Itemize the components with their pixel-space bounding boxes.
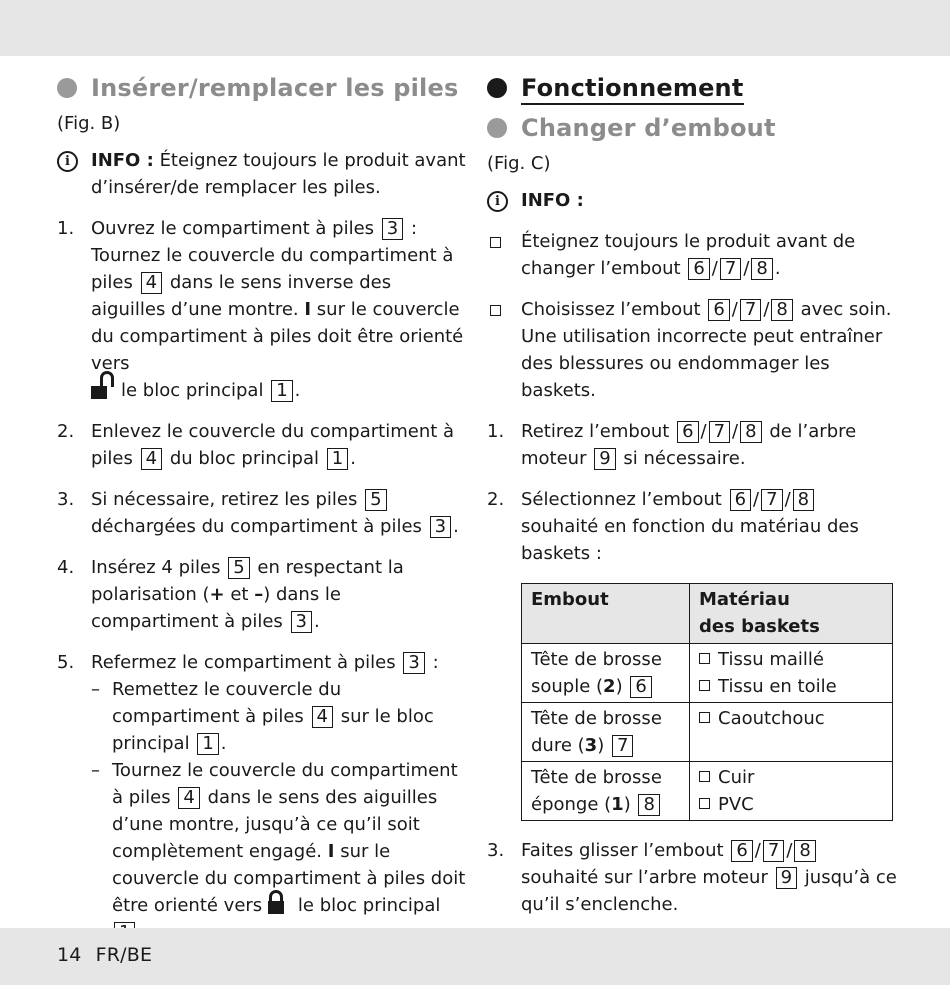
heading-operation: Fonctionnement <box>487 68 899 108</box>
fig-ref-c: (Fig. C) <box>487 153 551 174</box>
ref-box: 4 <box>178 787 199 809</box>
ref-box: 8 <box>794 840 815 862</box>
ref-box: 3 <box>430 516 451 538</box>
checkbox-square-icon <box>699 771 710 782</box>
info-icon: i <box>487 191 508 212</box>
ref-box: 3 <box>382 218 403 240</box>
ref-box: 7 <box>763 840 784 862</box>
ref-box: 8 <box>740 421 761 443</box>
ref-box: 5 <box>228 557 249 579</box>
checkbox-square-icon <box>699 680 710 691</box>
ref-box: 4 <box>141 272 162 294</box>
table-row: Tête de brosse souple (2) 6 Tissu maillé Tissu en toile <box>522 644 893 703</box>
checkbox-square-icon <box>699 798 710 809</box>
checkbox-square-icon <box>699 653 710 664</box>
step-4: 4. Insérez 4 piles 5 en respectant la polarisation (+ et –) dans le compartiment à piles 3 . <box>57 557 404 632</box>
step-1: 1. Retirez l’embout 6 / 7 / 8 de l’arbre moteur 9 si nécessaire. <box>487 421 857 469</box>
table-header-row <box>522 584 893 644</box>
info-icon: i <box>57 151 78 172</box>
left-column <box>57 68 467 946</box>
step-3: 3. Faites glisser l’embout 6 / 7 / 8 souhaité sur l’arbre moteur 9 jusqu’à ce qu’il s’enclenche. <box>487 840 897 915</box>
step-5: 5. Refermez le compartiment à piles 3 : – Remettez le couvercle du compartiment à piles 4 sur le bloc principal 1 . – Tournez le couvercle du compartiment à piles 4 dans le sens des aiguilles d’une montre, jusqu’à ce qu’il soit complètement engagé. I sur le couvercle du compartiment à piles doit être orienté vers le bloc principal <box>57 649 467 946</box>
ref-box: 7 <box>720 258 741 280</box>
page-number: 14 <box>57 944 82 966</box>
ref-box: 3 <box>403 652 424 674</box>
tip-material-table <box>521 583 893 821</box>
ref-box: 1 <box>327 448 348 470</box>
check-item-1: Éteignez toujours le produit avant de changer l’embout 6 / 7 / 8 . <box>487 228 899 282</box>
heading-change-tip: Changer d’embout <box>487 108 899 148</box>
ref-box: 1 <box>271 380 292 402</box>
ref-box: 5 <box>365 489 386 511</box>
top-band <box>0 0 950 56</box>
fig-ref-b: (Fig. B) <box>57 113 121 134</box>
table-header-embout: Embout <box>522 584 690 644</box>
locale-label: FR/BE <box>95 944 153 966</box>
ref-box: 8 <box>793 489 814 511</box>
checkbox-square-icon <box>490 237 501 248</box>
page-footer <box>57 944 166 966</box>
ref-box: 7 <box>761 489 782 511</box>
table-row: Tête de brosse dure (3) 7 Caoutchouc <box>522 703 893 762</box>
ref-box: 1 <box>197 733 218 755</box>
step-3: 3. Si nécessaire, retirez les piles 5 déchargées du compartiment à piles 3 . <box>57 489 459 537</box>
locked-padlock-icon <box>268 892 290 914</box>
sub-step-b: – Tournez le couvercle du compartiment à piles 4 dans le sens des aiguilles d’une montre, jusqu’à ce qu’il soit complètement engagé. I sur le couvercle du compartiment à piles doit être orienté vers le bloc principal <box>91 757 467 946</box>
ref-box: 6 <box>630 676 651 698</box>
ref-box: 4 <box>312 706 333 728</box>
info-block: i INFO : Éteignez toujours le produit avant d’insérer/de remplacer les piles. <box>57 147 467 201</box>
ref-box: 6 <box>677 421 698 443</box>
ref-box: 8 <box>638 794 659 816</box>
bullet-dot-icon <box>487 118 507 138</box>
ref-box: 4 <box>141 448 162 470</box>
checkbox-square-icon <box>490 305 501 316</box>
ref-box: 3 <box>291 611 312 633</box>
step-2: 2. Enlevez le couvercle du compartiment à piles 4 du bloc principal 1 . <box>57 421 455 469</box>
sub-step-a: – Remettez le couvercle du compartiment à piles 4 sur le bloc principal 1 . <box>91 679 434 754</box>
info-block: i INFO : <box>487 187 899 214</box>
heading-batteries: Insérer/remplacer les piles <box>57 68 467 108</box>
table-header-material: Matériau des baskets <box>690 584 893 644</box>
ref-box: 7 <box>709 421 730 443</box>
bullet-dot-icon <box>57 78 77 98</box>
check-item-2: Choisissez l’embout 6 / 7 / 8 avec soin. Une utilisation incorrecte peut entraîner des blessures ou endommager les baskets. <box>487 296 899 404</box>
checkbox-square-icon <box>699 712 710 723</box>
bullet-dot-icon <box>487 78 507 98</box>
unlocked-padlock-icon <box>91 377 113 399</box>
ref-box: 6 <box>730 489 751 511</box>
ref-box: 6 <box>708 299 729 321</box>
ref-box: 7 <box>612 735 633 757</box>
right-column <box>487 68 899 932</box>
ref-box: 7 <box>740 299 761 321</box>
table-row: Tête de brosse éponge (1) 8 Cuir PVC <box>522 762 893 821</box>
step-1: 1. Ouvrez le compartiment à piles 3 : Tournez le couvercle du compartiment à piles 4 dans le sens inverse des aiguilles d’une montre. I sur le couvercle du compartiment à piles doit être orienté vers le bloc principal 1 . <box>57 218 464 401</box>
step-2: 2. Sélectionnez l’embout 6 / 7 / 8 souhaité en fonction du matériau des baskets : <box>487 489 859 564</box>
ref-box: 8 <box>771 299 792 321</box>
ref-box: 9 <box>594 448 615 470</box>
ref-box: 9 <box>776 867 797 889</box>
ref-box: 8 <box>751 258 772 280</box>
ref-box: 6 <box>688 258 709 280</box>
ref-box: 6 <box>731 840 752 862</box>
